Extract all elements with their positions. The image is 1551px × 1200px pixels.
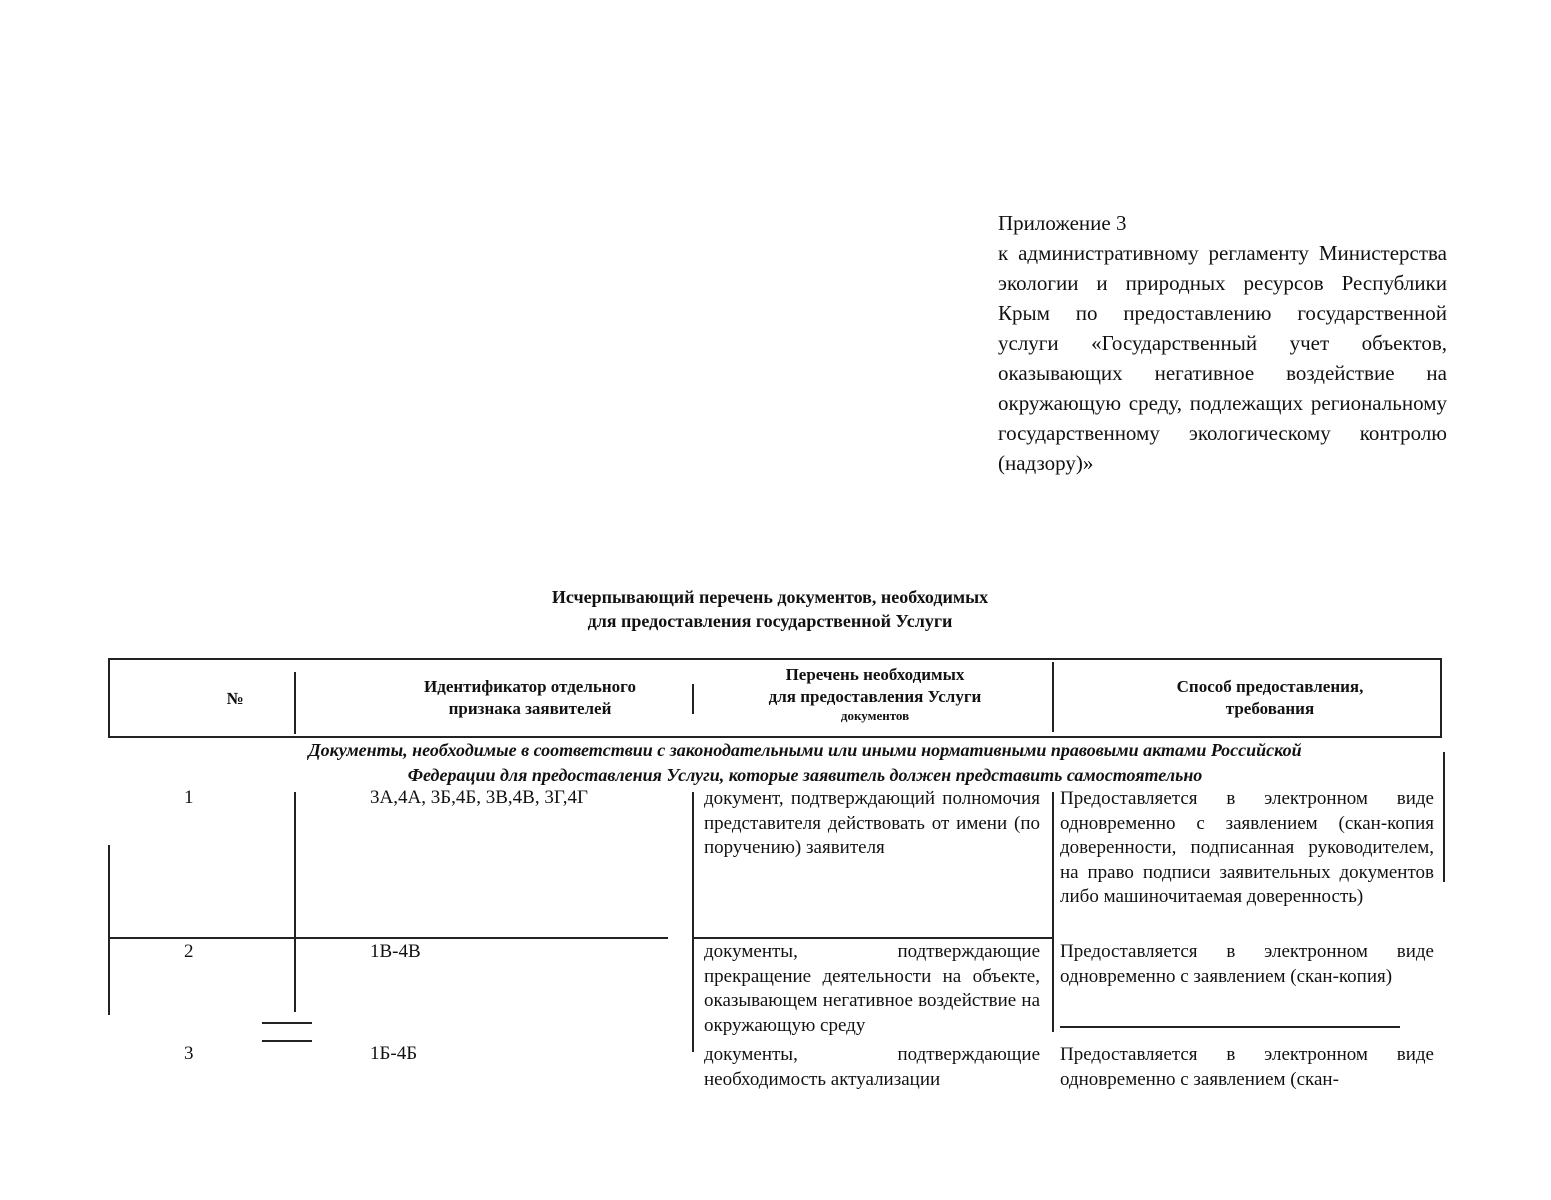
header-divider-1	[294, 672, 296, 734]
header-documents-line-2: для предоставления Услуги	[768, 687, 982, 706]
row-3-number: 3	[184, 1043, 194, 1064]
row-2-identifier: 1В-4В	[370, 941, 421, 962]
row-2-document: документы, подтверждающие прекращение деятельности на объекте, оказывающем негативное воздействие на окружающую среду	[704, 941, 1040, 1036]
row-3-method: Предоставляется в электронном виде одновременно с заявлением (скан-	[1060, 1044, 1434, 1090]
row-1-number: 1	[184, 787, 194, 808]
table-left-border	[108, 658, 110, 736]
body-divider-1	[294, 792, 296, 1012]
document-title	[370, 585, 1170, 633]
section-heading	[150, 738, 1460, 788]
row-2-method: Предоставляется в электронном виде одновременно с заявлением (скан-копия)	[1060, 941, 1434, 987]
row-3-identifier: 1Б-4Б	[370, 1043, 418, 1064]
header-method-line-2: требования	[1225, 699, 1315, 718]
table-right-border	[1440, 658, 1442, 736]
appendix-number: Приложение 3	[998, 211, 1127, 235]
header-identifier-line-1: Идентификатор отдельного	[424, 677, 636, 696]
section-heading-line-2: Федерации для предоставления Услуги, которые заявитель должен представить самостоятельно	[407, 765, 1203, 785]
header-documents-line-3: документов	[840, 708, 910, 723]
header-method-line-1: Способ предоставления,	[1176, 677, 1364, 696]
body-right-border	[1443, 752, 1445, 882]
row-1-document: документ, подтверждающий полномочия представителя действовать от имени (по поручению) заявителя	[704, 788, 1040, 858]
row-2-bottom-border-right	[1060, 1026, 1400, 1028]
row-2-bottom-mark-1	[262, 1022, 312, 1024]
appendix-body: к административному регламенту Министерства экологии и природных ресурсов Республики Крым по предоставлению государственной услуги «Государственный учет объектов, оказывающих негативное воздействие на окружающую среду, подлежащих региональному государственному экологическому контролю (надзору)»	[998, 241, 1447, 475]
body-divider-2	[692, 792, 694, 1052]
row-1-method: Предоставляется в электронном виде одновременно с заявлением (скан-копия доверенности, подписанная руководителем, на право подписи заявительных документов либо машиночитаемая доверенность)	[1060, 788, 1434, 907]
document-title-line-2: для предоставления государственной Услуги	[587, 611, 953, 631]
body-left-border	[108, 845, 110, 1015]
row-3-document: документы, подтверждающие необходимость актуализации	[704, 1044, 1040, 1090]
section-heading-line-1: Документы, необходимые в соответствии с законодательными или иными нормативными правовыми актами Российской	[308, 740, 1302, 760]
appendix-note	[998, 208, 1447, 478]
header-number: №	[226, 689, 244, 708]
header-identifier-line-2: признака заявителей	[448, 699, 612, 718]
header-documents	[700, 664, 1050, 724]
header-identifier	[330, 676, 730, 720]
row-1-bottom-border-left	[108, 937, 668, 939]
row-2-number: 2	[184, 941, 194, 962]
document-title-line-1: Исчерпывающий перечень документов, необходимых	[551, 587, 989, 607]
header-documents-line-1: Перечень необходимых	[785, 665, 965, 684]
row-1-bottom-border-middle	[692, 937, 1052, 939]
table-top-border	[108, 658, 1442, 660]
header-divider-3	[1052, 662, 1054, 732]
row-2-bottom-mark-2	[262, 1040, 312, 1042]
body-divider-3	[1052, 792, 1054, 1032]
row-1-identifier: 3А,4А, 3Б,4Б, 3В,4В, 3Г,4Г	[370, 787, 588, 808]
header-method	[1100, 676, 1440, 720]
